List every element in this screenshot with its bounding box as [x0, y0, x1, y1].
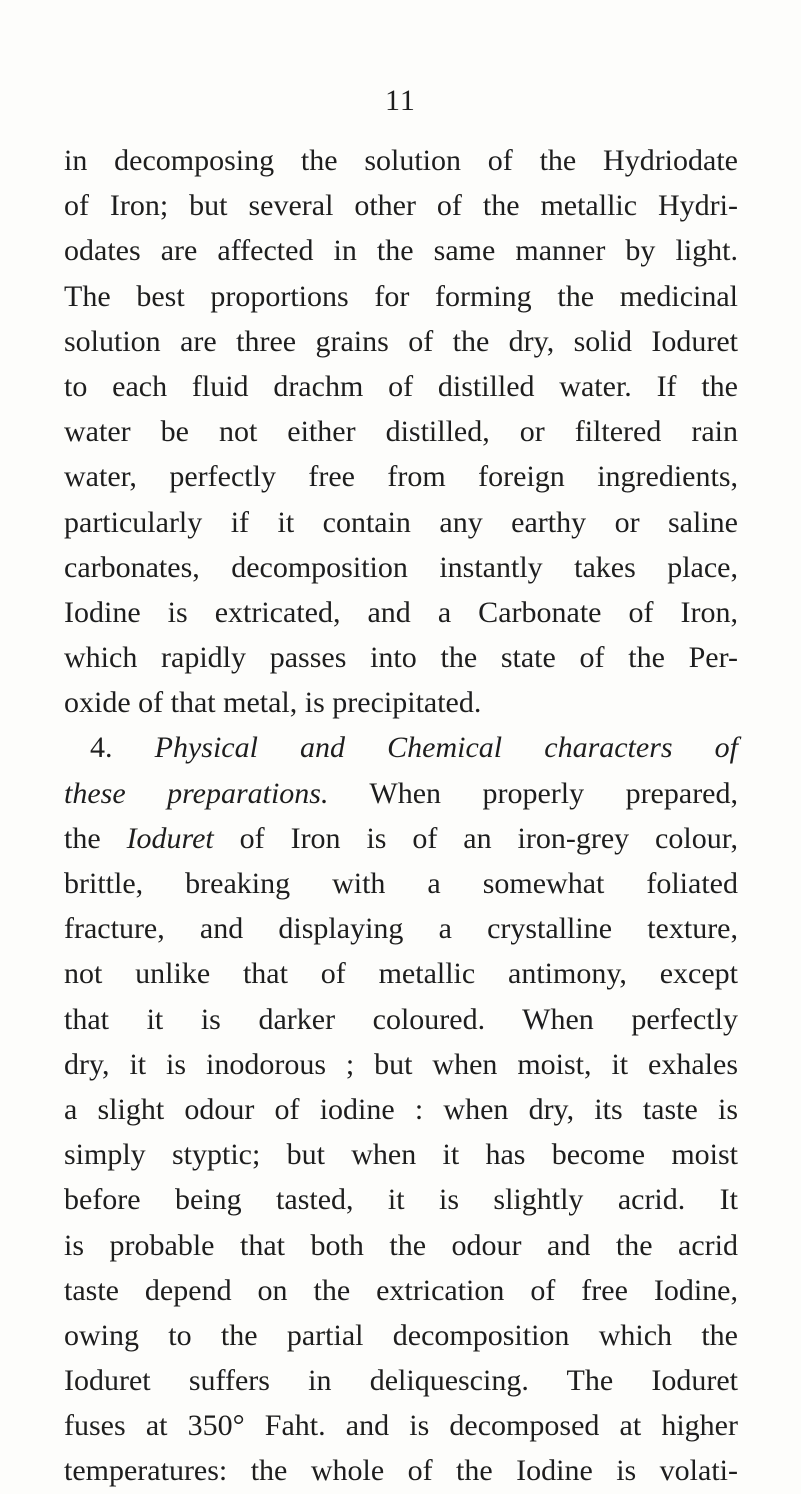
text-line — [64, 1268, 738, 1313]
italic-text: these preparations. — [64, 776, 329, 810]
text-line — [64, 364, 738, 409]
text-segment: fuses at 350° Faht. and is decomposed at higher — [64, 1409, 738, 1443]
text-segment: before being tasted, it is slightly acrid. It — [64, 1183, 738, 1217]
text-line — [64, 454, 738, 499]
text-segment: taste depend on the extrication of free Iodine, — [64, 1273, 738, 1307]
text-segment: carbonates, decomposition instantly takes place, — [64, 550, 738, 584]
text-line — [64, 1358, 738, 1403]
text-segment: is probable that both the odour and the acrid — [64, 1228, 738, 1262]
text-line — [64, 138, 738, 183]
text-line — [64, 1223, 738, 1268]
text-segment: temperatures: the whole of the Iodine is volati- — [64, 1454, 738, 1488]
text-segment: brittle, breaking with a somewhat foliated — [64, 867, 738, 900]
text-line — [64, 680, 738, 725]
text-segment: a slight odour of iodine : when dry, its taste is — [64, 1092, 738, 1126]
text-line — [64, 1448, 738, 1493]
text-segment: particularly if it contain any earthy or saline — [64, 505, 738, 539]
text-line — [64, 1313, 738, 1358]
text-line — [64, 1132, 738, 1177]
text-line — [64, 183, 738, 228]
text-segment: which rapidly passes into the state of the Per- — [64, 641, 738, 675]
text-segment: of Iron is of an iron-grey colour, — [213, 821, 738, 855]
text-segment: When properly prepared, — [328, 776, 738, 810]
text-segment: odates are affected in the same manner by light. — [64, 234, 738, 268]
page-number: 11 — [385, 84, 416, 117]
text-segment: simply styptic; but when it has become moist — [64, 1138, 738, 1172]
text-line — [64, 997, 738, 1042]
text-line — [64, 228, 738, 273]
text-line — [64, 861, 738, 906]
text-line — [64, 274, 738, 319]
text-segment: the — [64, 821, 127, 855]
body-text — [64, 138, 738, 1494]
text-segment: water, perfectly free from foreign ingredients, — [64, 460, 738, 494]
text-segment: water be not either distilled, or filtered rain — [64, 415, 738, 449]
text-line — [64, 545, 738, 590]
text-segment: The best proportions for forming the medicinal — [64, 279, 738, 313]
text-segment: to each fluid drachm of distilled water. If the — [64, 369, 738, 403]
text-line — [64, 1177, 738, 1222]
text-line — [64, 816, 738, 861]
text-segment: of Iron; but several other of the metallic Hydri- — [64, 189, 738, 223]
text-line — [64, 725, 738, 770]
text-line — [64, 1403, 738, 1448]
text-line — [64, 771, 738, 816]
text-line — [64, 1087, 738, 1132]
text-segment: solution are three grains of the dry, solid Ioduret — [64, 324, 738, 358]
text-segment: Iodine is extricated, and a Carbonate of Iron, — [64, 595, 738, 629]
italic-text: Ioduret — [126, 821, 214, 855]
text-line — [64, 635, 738, 680]
text-line — [64, 906, 738, 951]
text-segment: dry, it is inodorous ; but when moist, it exhales — [64, 1047, 738, 1081]
text-segment: oxide of that metal, is precipitated. — [64, 686, 482, 720]
text-line — [64, 319, 738, 364]
text-segment: Ioduret suffers in deliquescing. The Ioduret — [64, 1364, 738, 1398]
text-line — [64, 409, 738, 454]
text-segment: owing to the partial decomposition which the — [64, 1318, 738, 1352]
text-line — [64, 500, 738, 545]
text-segment: fracture, and displaying a crystalline texture, — [64, 912, 738, 946]
italic-text: Physical and Chemical characters of — [154, 731, 739, 765]
text-segment: that it is darker coloured. When perfectly — [64, 1002, 738, 1036]
text-line — [64, 590, 738, 635]
text-line — [64, 1042, 738, 1087]
text-segment: not unlike that of metallic antimony, except — [64, 957, 738, 991]
text-segment: 4. — [90, 731, 155, 765]
text-segment: in decomposing the solution of the Hydriodate — [64, 144, 738, 177]
text-line — [64, 951, 738, 996]
